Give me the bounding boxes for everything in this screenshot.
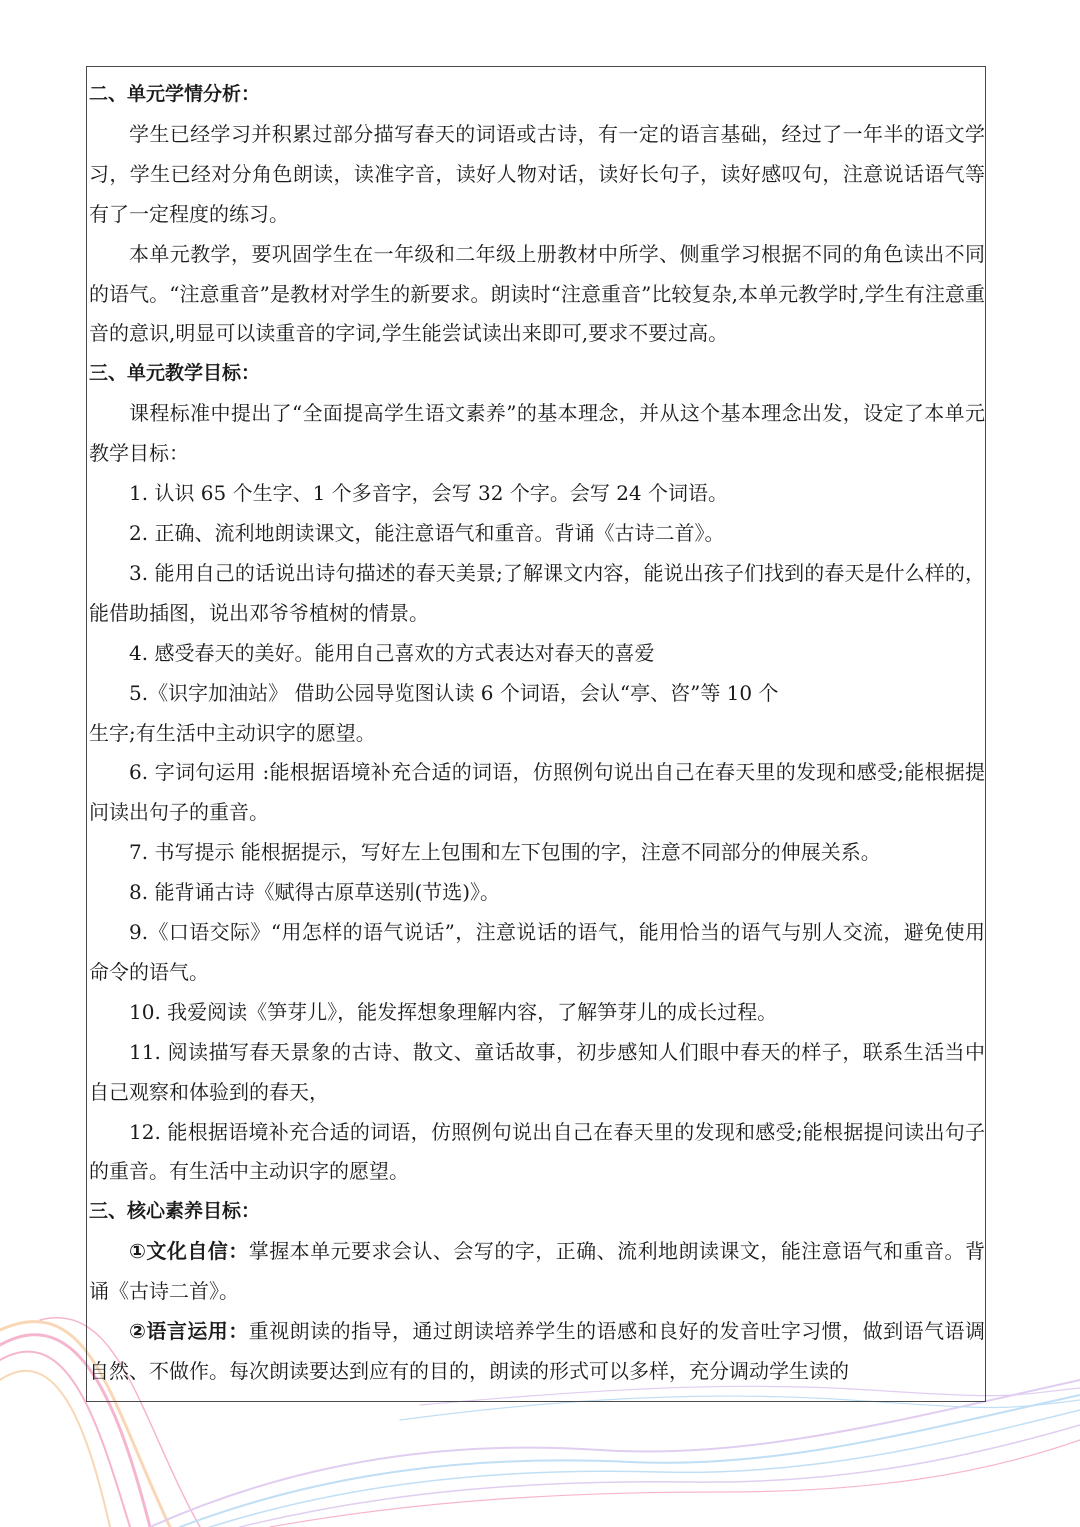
core-literacy-label: ②语言运用： bbox=[129, 1319, 249, 1344]
paragraph: 课程标准中提出了“全面提高学生语文素养”的基本理念，并从这个基本理念出发，设定了本单元教学目标： bbox=[89, 401, 985, 466]
core-literacy-item bbox=[89, 1312, 985, 1392]
list-item: 6. 字词句运用 :能根据语境补充合适的词语，仿照例句说出自己在春天里的发现和感受;能根据提问读出句子的重音。 bbox=[89, 760, 985, 825]
core-literacy-label: ①文化自信： bbox=[129, 1239, 249, 1264]
list-item: 9.《口语交际》“用怎样的语气说话”，注意说话的语气，能用恰当的语气与别人交流，避免使用命令的语气。 bbox=[89, 920, 985, 984]
list-item: 1. 认识 65 个生字、1 个多音字，会写 32 个字。会写 24 个词语。 bbox=[129, 481, 729, 506]
core-literacy-text: 掌握本单元要求会认、会写的字，正确、流利地朗读课文，能注意语气和重音。背诵《古诗二首》。 bbox=[89, 1239, 986, 1304]
section-heading-core-literacy: 三、核心素养目标： bbox=[89, 1200, 261, 1223]
paragraph: 本单元教学，要巩固学生在一年级和二年级上册教材中所学、侧重学习根据不同的角色读出不同的语气。“注意重音”是教材对学生的新要求。朗读时“注意重音”比较复杂,本单元教学时,学生有注意重音的意识,明显可以读重音的字词,学生能尝试读出来即可,要求不要过高。 bbox=[89, 241, 985, 346]
paragraph: 学生已经学习并积累过部分描写春天的词语或古诗，有一定的语言基础，经过了一年半的语文学习，学生已经对分角色朗读，读准字音，读好人物对话，读好长句子，读好感叹句，注意说话语气等有了一定程度的练习。 bbox=[89, 121, 985, 226]
list-item: 2. 正确、流利地朗读课文，能注意语气和重音。背诵《古诗二首》。 bbox=[129, 520, 725, 545]
list-item: 3. 能用自己的话说出诗句描述的春天美景;了解课文内容，能说出孩子们找到的春天是什么样的，能借助插图，说出邓爷爷植树的情景。 bbox=[89, 560, 985, 625]
list-item: 4. 感受春天的美好。能用自己喜欢的方式表达对春天的喜爱 bbox=[129, 640, 655, 665]
list-item: 8. 能背诵古诗《赋得古原草送别(节选)》。 bbox=[129, 880, 501, 905]
list-item: 生字;有生活中主动识字的愿望。 bbox=[89, 720, 376, 745]
list-item: 7. 书写提示 能根据提示，写好左上包围和左下包围的字，注意不同部分的伸展关系。 bbox=[129, 840, 881, 865]
core-literacy-text: 重视朗读的指导，通过朗读培养学生的语感和良好的发音吐字习惯，做到语气语调自然、不做作。每次朗读要达到应有的目的，朗读的形式可以多样，充分调动学生读的 bbox=[89, 1319, 986, 1383]
document-body bbox=[89, 75, 985, 1392]
section-heading-learning-analysis: 二、单元学情分析： bbox=[89, 83, 261, 105]
list-item: 10. 我爱阅读《笋芽儿》，能发挥想象理解内容，了解笋芽儿的成长过程。 bbox=[129, 999, 778, 1024]
list-item: 5.《识字加油站》 借助公园导览图认读 6 个词语，会认“亭、咨”等 10 个 bbox=[129, 680, 779, 705]
list-item: 11. 阅读描写春天景象的古诗、散文、童话故事，初步感知人们眼中春天的样子，联系生活当中自己观察和体验到的春天， bbox=[89, 1039, 985, 1104]
section-heading-teaching-goals: 三、单元教学目标： bbox=[89, 362, 261, 385]
document-content-box bbox=[86, 66, 986, 1402]
core-literacy-item bbox=[89, 1232, 985, 1312]
list-item: 12. 能根据语境补充合适的词语，仿照例句说出自己在春天里的发现和感受;能根据提问读出句子的重音。有生活中主动识字的愿望。 bbox=[89, 1119, 985, 1184]
